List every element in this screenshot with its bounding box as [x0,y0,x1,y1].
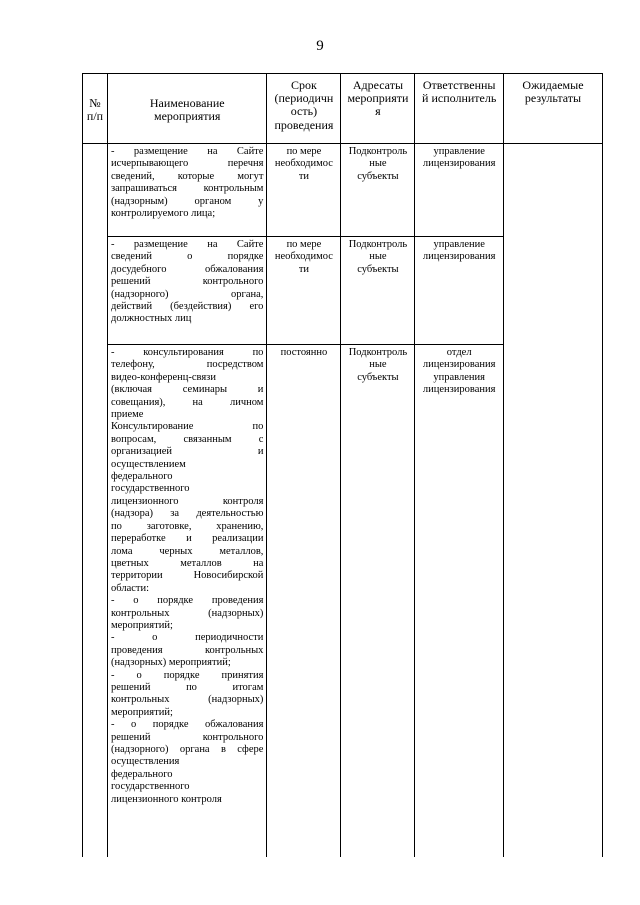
cell-text-line: переработке и реализации [111,533,264,545]
cell-text-line: лицензирования [422,359,496,371]
cell-name [108,237,267,345]
cell-text-line: субъекты [357,170,399,182]
cell-text-line: мероприятия [153,109,221,123]
cell-text-line: приеме [111,409,144,421]
cell-text-line: контрольных (надзорных) [111,694,264,706]
cell-text-line: отдел [446,347,472,358]
cell-text-line: вопросам, связанным с [111,433,264,445]
cell-text-line: (надзорных) мероприятий; [111,657,231,669]
cell-text-line: субъекты [357,371,399,383]
cell-text-line: лома черных металлов, [111,545,264,557]
cell-text-line: - размещение на Сайте [111,146,264,157]
page-number: 9 [316,38,324,54]
cell-text-line: контролируемого лица; [111,208,216,220]
cell-text-line: решений контрольного [111,276,264,288]
cell-addressees [341,237,415,345]
header-addressees [341,74,415,144]
cell-text-line: решений по итогам [111,681,264,693]
cell-text-line: телефону, посредством [111,359,264,371]
header-results [503,74,602,144]
cell-text-line: проведения контрольных [111,644,264,656]
cell-text-line: й исполнитель [422,91,497,106]
cell-text-line: субъекты [357,263,399,275]
table-header-row [83,74,603,144]
cell-text-line: действий (бездействия) его [111,301,264,313]
cell-responsible [415,237,504,345]
cell-text-line: необходимос [274,158,333,170]
cell-text-line: ти [298,263,310,275]
events-table-wrapper [82,73,603,857]
cell-text-line: запрашиваться контрольным [111,183,264,195]
cell-text-line: (периодичн [274,91,334,106]
cell-text-line: досудебного обжалования [111,263,264,275]
cell-text-line: проведения [274,117,334,132]
cell-text-line: Наименование [149,95,225,110]
cell-text-line: федерального [111,471,173,483]
cell-text-line: контрольных (надзорных) [111,607,264,619]
cell-text-line: (включая семинары и [111,384,264,396]
cell-text-line: совещания), на личном [111,396,264,408]
cell-text-line: мероприяти [347,91,409,106]
cell-text-line: (надзорным) органом у [111,195,264,207]
cell-text-line: осуществления [111,756,180,768]
cell-text-line: (надзорного) органа, [111,288,264,300]
table-row [83,144,603,237]
cell-text-line: мероприятий; [111,706,173,718]
cell-text-line: государственного [111,781,190,793]
cell-text-line: решений контрольного [111,731,264,743]
cell-text-line: по заготовке, хранению, [111,520,264,532]
cell-responsible [415,345,504,858]
cell-text-line: сведений, которые могут [111,170,264,182]
cell-text-line: сведений о порядке [111,251,264,263]
cell-text-line: цветных металлов на [111,557,264,569]
cell-results [503,144,602,858]
cell-text-line: Подконтроль [348,146,408,157]
cell-term [267,237,341,345]
cell-text-line: лицензирования [422,251,496,263]
cell-text-line: необходимос [274,251,333,263]
cell-text-line: № [89,95,101,110]
cell-text-line: (надзорного) органа в сфере [111,744,264,755]
cell-text-line: территории Новосибирской [111,570,264,582]
cell-text-line: мероприятий; [111,619,173,631]
cell-text-line: государственного [111,483,190,495]
cell-text-line: ость) [290,104,318,119]
cell-text-line: Подконтроль [348,347,408,358]
cell-text-line: Консультирование по [111,421,264,433]
cell-text-line: управление [433,146,485,157]
events-table [82,73,603,857]
cell-text-line: по мере [286,146,322,157]
cell-text-line: - о периодичности [111,632,264,644]
cell-responsible [415,144,504,237]
cell-text-line: ные [369,359,387,371]
cell-text-line: Адресаты [352,78,404,92]
cell-term [267,345,341,858]
cell-text-line: организацией и [111,446,264,458]
cell-name [108,345,267,858]
cell-text-line: ные [369,158,387,170]
cell-addressees [341,345,415,858]
cell-text-line: ные [369,251,387,263]
cell-text-line: лицензирования [422,158,496,170]
cell-text-line: постоянно [280,347,328,358]
cell-text-line: - размещение на Сайте [111,239,264,250]
cell-text-line: управление [433,239,485,250]
cell-text-line: лицензионного контроля [111,793,222,805]
cell-text-line: Подконтроль [348,239,408,250]
cell-text-line: лицензионного контроля [111,495,264,507]
cell-text-line: п/п [86,109,104,123]
cell-text-line: результаты [524,91,582,106]
cell-text-line: - о порядке обжалования [111,719,264,731]
cell-addressees [341,144,415,237]
cell-text-line: лицензирования [422,384,496,396]
cell-text-line: Ответственны [422,78,496,92]
cell-text-line: - консультирования по [111,347,264,358]
cell-text-line: управления [433,371,485,383]
cell-text-line: видео-конференц-связи [111,371,216,383]
cell-text-line: осуществлением [111,458,186,470]
header-responsible [415,74,504,144]
cell-text-line: Ожидаемые [522,78,584,92]
cell-text-line: области: [111,582,150,594]
cell-term [267,144,341,237]
cell-text-line: я [375,104,381,119]
header-name [108,74,267,144]
cell-text-line: - о порядке проведения [111,595,264,607]
cell-text-line: Срок [291,78,317,92]
cell-text-line: федерального [111,768,173,780]
cell-text-line: должностных лиц [111,313,192,325]
cell-text-line: исчерпывающего перечня [111,158,264,170]
header-number [83,74,108,144]
cell-text-line: (надзора) за деятельностью [111,508,264,520]
cell-text-line: - о порядке принятия [111,669,264,681]
cell-text-line: по мере [286,239,322,250]
cell-text-line: ти [298,170,310,182]
header-term [267,74,341,144]
cell-number [83,144,108,858]
cell-name [108,144,267,237]
